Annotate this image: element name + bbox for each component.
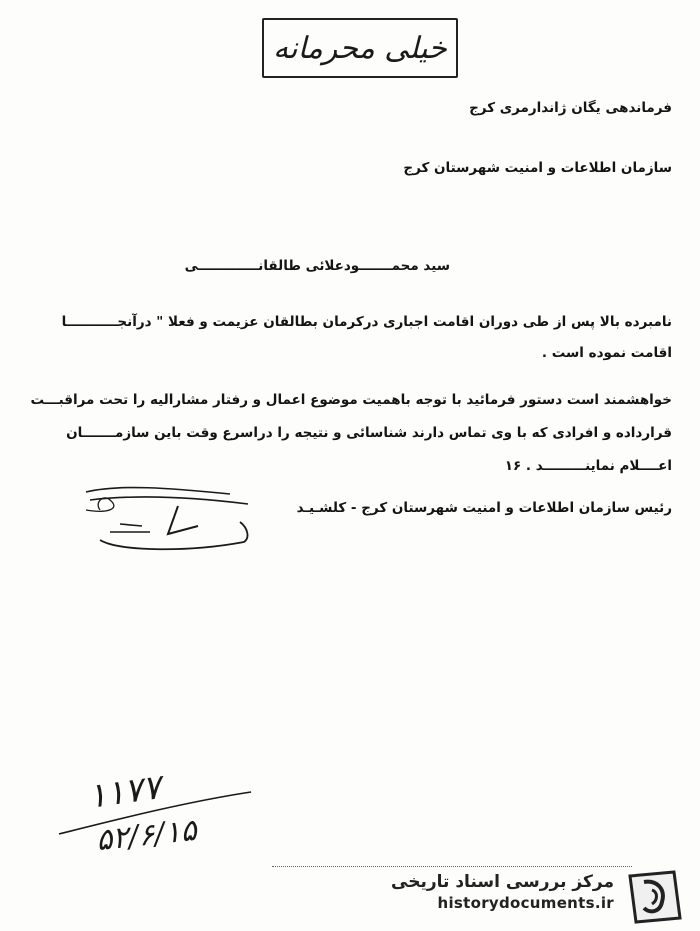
archive-date: ۵۲/۶/۱۵ [94,812,199,859]
body-paragraph-2-line-1: خواهشمند است دستور فرمائید با توجه باهمیت موضوع اعمال و رفتار مشارالیه را تحت مراقبـــت [30,392,672,408]
signature-title: رئیس سازمان اطلاعات و امنیت شهرستان کرج - کلشـیـد [296,500,672,516]
bottom-dotted-rule [272,866,632,867]
body-paragraph-1-line-2: اقامت نموده است . [541,345,672,361]
subject-line: سید محمـــــــودعلائی طالقانـــــــــــــی [184,258,450,274]
body-paragraph-2-line-3: اعــــلام نماینـــــــــد . ۱۶ [504,458,672,474]
signature-scribble [80,480,260,560]
body-paragraph-1-line-1: نامبرده بالا پس از طی دوران اقامت اجباری درکرمان بطالقان عزیمت و فعلا " درآنجـــــــــــا [61,314,672,330]
watermark-title: مرکز بررسی اسناد تاریخی [391,872,614,892]
watermark-url: historydocuments.ir [437,894,614,912]
recipient-line-2: سازمان اطلاعات و امنیت شهرستان کرج [403,160,672,176]
watermark-text [391,872,614,912]
archive-number: ۱۱۷۷ [85,767,164,817]
book-page-icon [622,868,686,926]
recipient-line-1: فرماندهی یگان ژاندارمری کرج [469,100,672,116]
classification-box [262,18,458,78]
body-paragraph-2-line-2: قرارداده و افرادی که با وی تماس دارند شناسائی و نتیجه را دراسرع وقت باین سازمـــــــان [66,425,672,441]
classification-label: خیلی محرمانه [273,30,447,66]
